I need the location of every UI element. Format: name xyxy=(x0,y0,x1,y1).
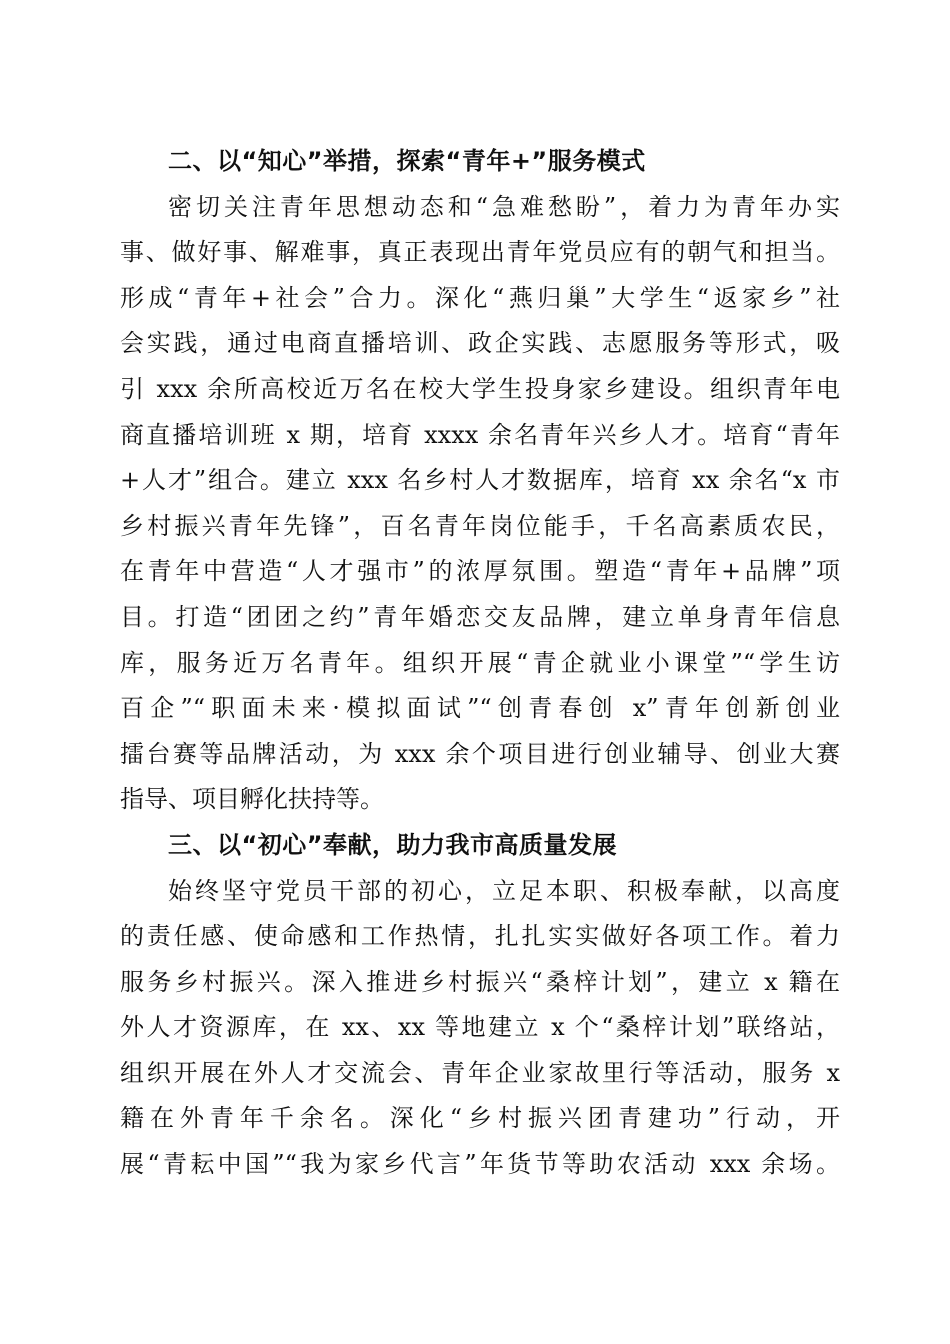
paragraph-line: 在青年中营造“人才强市”的浓厚氛围。塑造“青年+品牌”项 xyxy=(120,557,840,586)
section-2-paragraph xyxy=(120,185,840,823)
section-3-heading: 三、以“初心”奉献，助力我市高质量发展 xyxy=(168,830,618,859)
paragraph-line: 服务乡村振兴。深入推进乡村振兴“桑梓计划”，建立 x 籍在 xyxy=(120,967,840,996)
paragraph-line: 指导、项目孵化扶持等。 xyxy=(120,785,384,814)
paragraph-line: 密切关注青年思想动态和“急难愁盼”，着力为青年办实 xyxy=(168,192,840,221)
paragraph-line: 始终坚守党员干部的初心，立足本职、积极奉献，以高度 xyxy=(168,876,840,905)
paragraph-line: 目。打造“团团之约”青年婚恋交友品牌，建立单身青年信息 xyxy=(120,602,840,631)
document-body xyxy=(120,139,840,1188)
paragraph-line: 库，服务近万名青年。组织开展“青企就业小课堂”“学生访 xyxy=(120,648,840,677)
paragraph-line: 事、做好事、解难事，真正表现出青年党员应有的朝气和担当。 xyxy=(120,238,840,267)
paragraph-line: 百企”“职面未来·模拟面试”“创青春创 x”青年创新创业 xyxy=(120,694,840,723)
paragraph-line: 展“青耘中国”“我为家乡代言”年货节等助农活动 xxx 余场。 xyxy=(120,1150,840,1179)
paragraph-line: +人才”组合。建立 xxx 名乡村人才数据库，培育 xx 余名“x 市 xyxy=(120,466,840,495)
paragraph-line: 会实践，通过电商直播培训、政企实践、志愿服务等形式，吸 xyxy=(120,329,840,358)
section-2-heading: 二、以“知心”举措，探索“青年+”服务模式 xyxy=(168,147,646,175)
paragraph-line: 组织开展在外人才交流会、青年企业家故里行等活动，服务 x xyxy=(120,1058,840,1087)
paragraph-line: 商直播培训班 x 期，培育 xxxx 余名青年兴乡人才。培育“青年 xyxy=(120,420,840,449)
paragraph-line: 外人才资源库，在 xx、xx 等地建立 x 个“桑梓计划”联络站， xyxy=(120,1013,840,1042)
paragraph-line: 形成“青年+社会”合力。深化“燕归巢”大学生“返家乡”社 xyxy=(120,283,840,312)
paragraph-line: 的责任感、使命感和工作热情，扎扎实实做好各项工作。着力 xyxy=(120,922,840,951)
section-3-paragraph xyxy=(120,869,840,1188)
paragraph-line: 擂台赛等品牌活动，为 xxx 余个项目进行创业辅导、创业大赛 xyxy=(120,739,840,768)
paragraph-line: 籍在外青年千余名。深化“乡村振兴团青建功”行动，开 xyxy=(120,1104,840,1133)
paragraph-line: 引 xxx 余所高校近万名在校大学生投身家乡建设。组织青年电 xyxy=(120,374,840,403)
paragraph-line: 乡村振兴青年先锋”，百名青年岗位能手，千名高素质农民， xyxy=(120,511,840,540)
